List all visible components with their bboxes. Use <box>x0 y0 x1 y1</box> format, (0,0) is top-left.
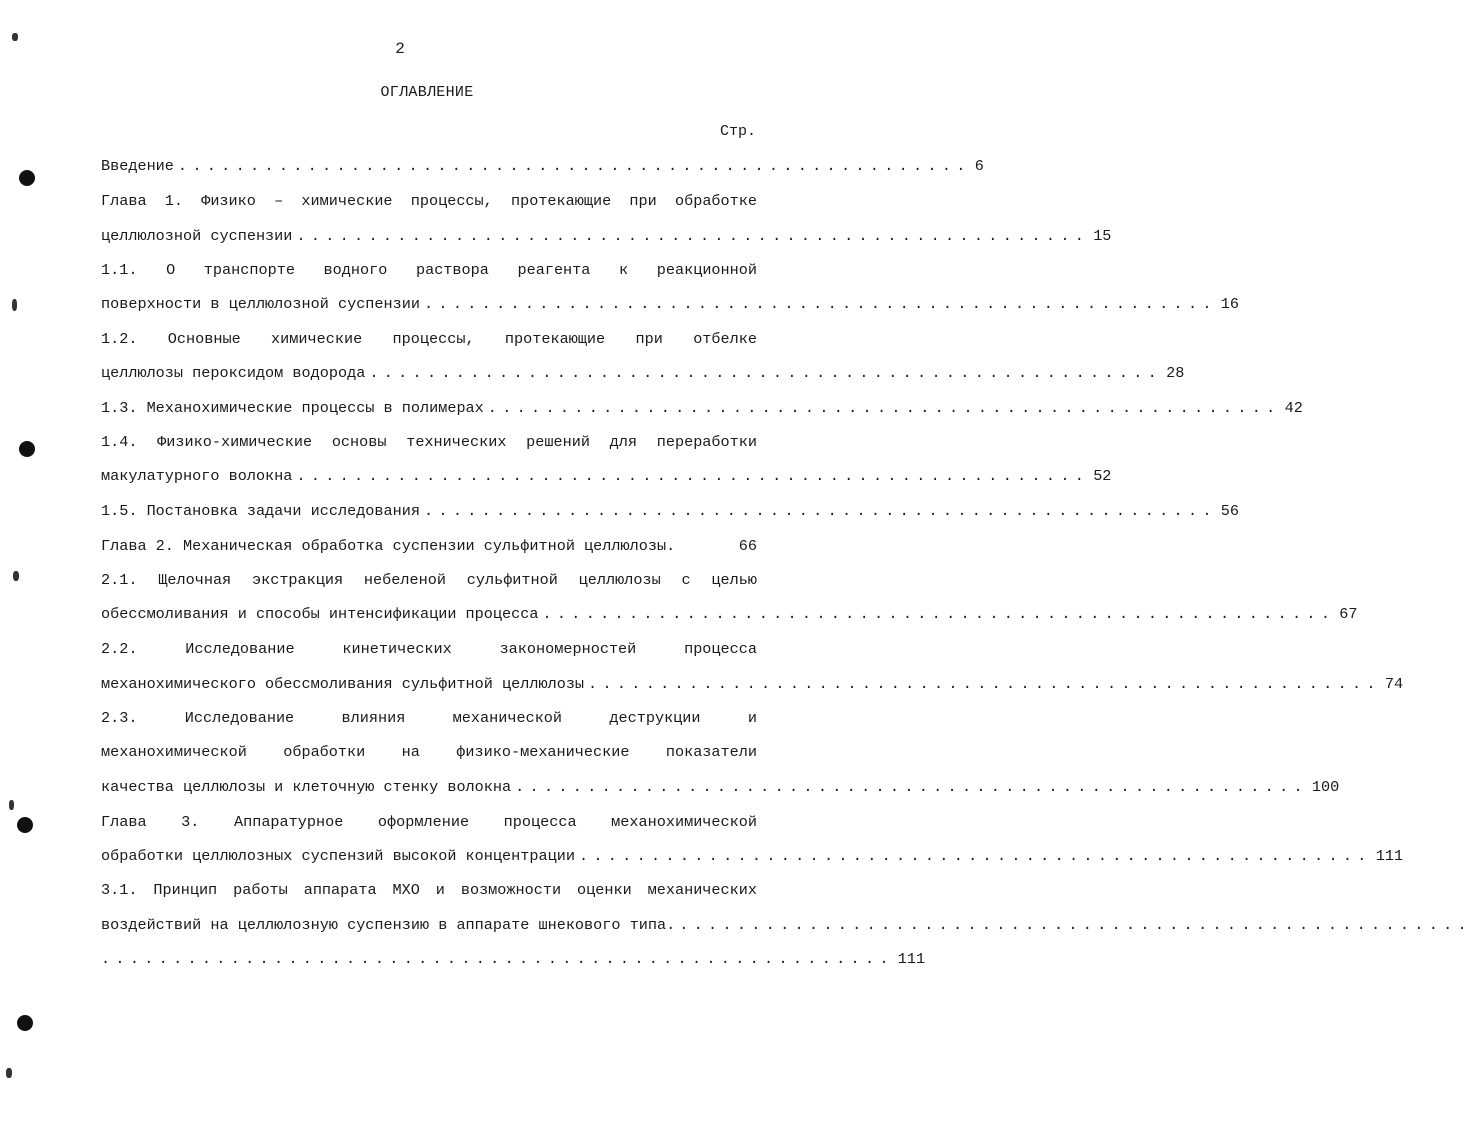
toc-entry: 1.4. Физико-химические основы технических решений для переработки <box>101 433 757 451</box>
binder-hole-mark <box>19 441 35 457</box>
scan-speck <box>9 800 14 810</box>
toc-entry: макулатурного волокна ....................................................... 52 <box>101 467 1112 485</box>
toc-entry: 2.2. Исследование кинетических закономерностей процесса <box>101 640 757 658</box>
binder-hole-mark <box>17 817 33 833</box>
page-number: 2 <box>395 40 405 58</box>
toc-entry: поверхности в целлюлозной суспензии ....................................................... 16 <box>101 295 1240 313</box>
toc-entry: 2.1. Щелочная экстракция небеленой сульфитной целлюлозы с целью <box>101 571 757 589</box>
toc-entry: целлюлозы пероксидом водорода ....................................................... 28 <box>101 364 1185 382</box>
binder-hole-mark <box>19 170 35 186</box>
toc-entry: ....................................................... 111 <box>101 950 926 968</box>
toc-entry: воздействий на целлюлозную суспензию в аппарате шнекового типа. ....................................................... <box>101 916 1472 934</box>
toc-entry: Глава 3. Аппаратурное оформление процесса механохимической <box>101 813 757 831</box>
toc-entry: 3.1. Принцип работы аппарата МХО и возможности оценки механических <box>101 881 757 899</box>
scan-speck <box>12 299 17 311</box>
toc-entry: качества целлюлозы и клеточную стенку волокна ....................................................... 100 <box>101 778 1340 796</box>
toc-entry: 1.5. Постановка задачи исследования ....................................................... 56 <box>101 502 1240 520</box>
toc-entry: механохимического обессмоливания сульфитной целлюлозы ....................................................... 74 <box>101 675 1404 693</box>
page-title: ОГЛАВЛЕНИЕ <box>380 84 474 101</box>
toc-entry: Глава 1. Физико – химические процессы, протекающие при обработке <box>101 192 757 210</box>
scan-speck <box>6 1068 12 1078</box>
toc-entry: Глава 2. Механическая обработка суспензии сульфитной целлюлозы. 66 <box>101 537 757 555</box>
toc-entry: обработки целлюлозных суспензий высокой концентрации ....................................................... 111 <box>101 847 1404 865</box>
toc-entry: 1.3. Механохимические процессы в полимерах ....................................................... 42 <box>101 399 1303 417</box>
toc-entry: целлюлозной суспензии ....................................................... 15 <box>101 227 1112 245</box>
binder-hole-mark <box>17 1015 33 1031</box>
toc-entry: механохимической обработки на физико-механические показатели <box>101 743 757 761</box>
page-column-label: Стр. <box>719 123 756 140</box>
toc-entry: 1.2. Основные химические процессы, протекающие при отбелке <box>101 330 757 348</box>
toc-entry: 1.1. О транспорте водного раствора реагента к реакционной <box>101 261 757 279</box>
toc-entry: обессмоливания и способы интенсификации процесса ....................................................... 67 <box>101 605 1358 623</box>
toc-entry: Введение ....................................................... 6 <box>101 157 984 175</box>
toc-entry: 2.3. Исследование влияния механической деструкции и <box>101 709 757 727</box>
scan-speck <box>12 33 18 41</box>
scan-speck <box>13 571 19 581</box>
